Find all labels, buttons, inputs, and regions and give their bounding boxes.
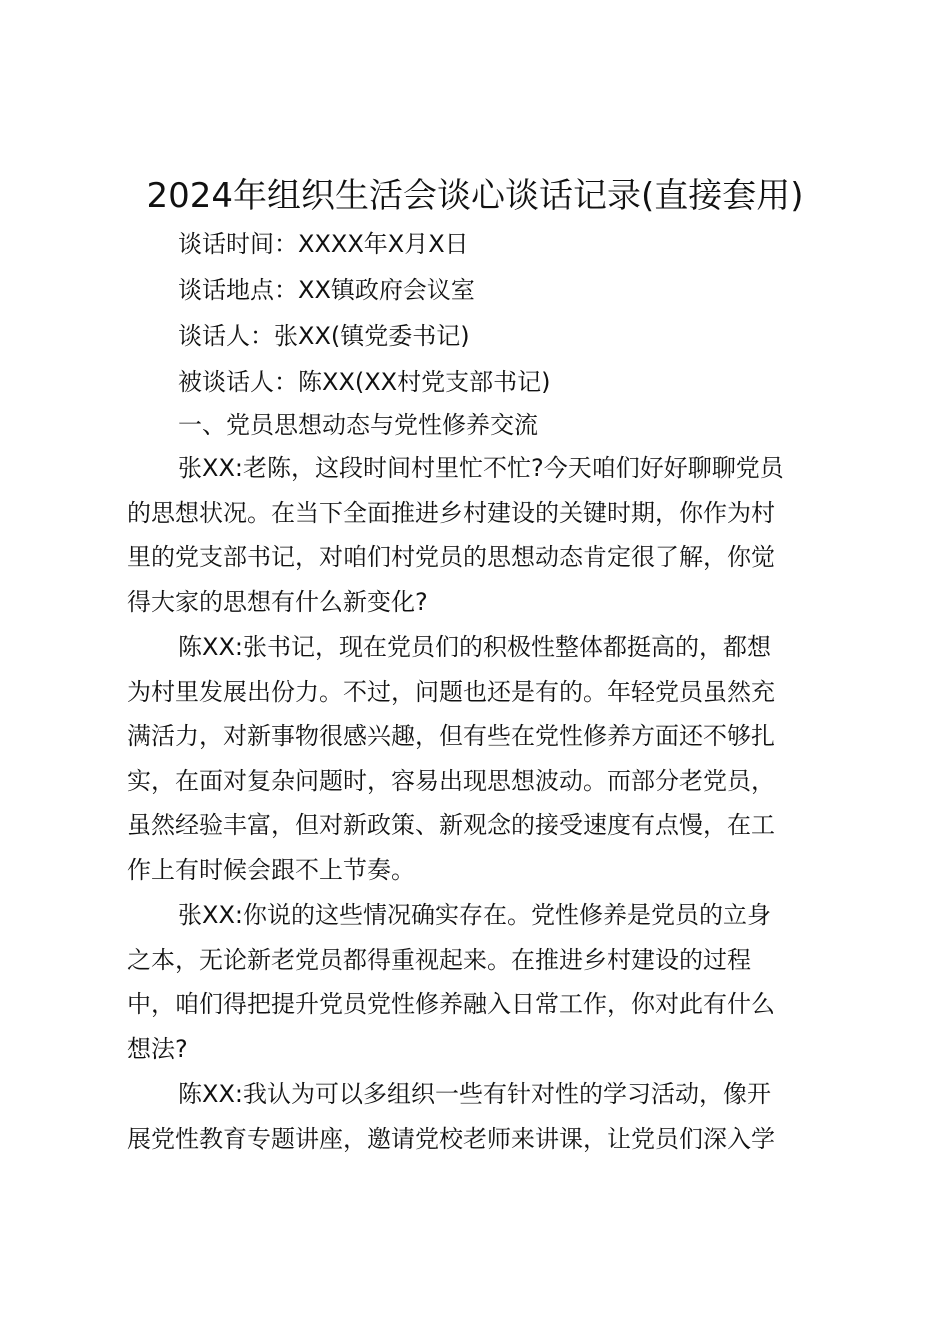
meeting-time: 谈话时间：XXXX年X月X日: [178, 230, 469, 258]
paragraph-line: 想法?: [127, 1034, 188, 1063]
paragraph-line: 的思想状况。在当下全面推进乡村建设的关键时期，你作为村: [127, 498, 775, 527]
paragraph-line: 中，咱们得把提升党员党性修养融入日常工作，你对此有什么: [127, 990, 775, 1019]
paragraph-line: 陈XX:我认为可以多组织一些有针对性的学习活动，像开: [178, 1080, 771, 1108]
paragraph-line: 作上有时候会跟不上节奏。: [127, 855, 415, 884]
paragraph-line: 为村里发展出份力。不过，问题也还是有的。年轻党员虽然充: [127, 677, 775, 706]
dialogue-paragraph: [127, 625, 827, 893]
paragraph-line: 展党性教育专题讲座，邀请党校老师来讲课，让党员们深入学: [127, 1124, 775, 1153]
speaker: 谈话人：张XX(镇党委书记): [178, 322, 470, 350]
paragraph-line: 陈XX:张书记，现在党员们的积极性整体都挺高的，都想: [178, 633, 771, 661]
paragraph-line: 里的党支部书记，对咱们村党员的思想动态肯定很了解，你觉: [127, 543, 775, 572]
dialogue-paragraph: [127, 446, 827, 624]
paragraph-line: 张XX:你说的这些情况确实存在。党性修养是党员的立身: [178, 901, 771, 929]
meeting-place: 谈话地点：XX镇政府会议室: [178, 276, 475, 304]
paragraph-line: 满活力，对新事物很感兴趣，但有些在党性修养方面还不够扎: [127, 722, 775, 751]
listener: 被谈话人：陈XX(XX村党支部书记): [178, 368, 551, 396]
document-title: 2024年组织生活会谈心谈话记录(直接套用): [146, 176, 804, 216]
section-heading: 一、党员思想动态与党性修养交流: [178, 411, 538, 439]
paragraph-line: 虽然经验丰富，但对新政策、新观念的接受速度有点慢，在工: [127, 811, 775, 840]
paragraph-line: 得大家的思想有什么新变化?: [127, 587, 428, 616]
paragraph-line: 张XX:老陈，这段时间村里忙不忙?今天咱们好好聊聊党员: [178, 454, 784, 482]
paragraph-line: 实，在面对复杂问题时，容易出现思想波动。而部分老党员，: [127, 766, 775, 795]
dialogue-paragraph: [127, 1072, 827, 1161]
paragraph-line: 之本，无论新老党员都得重视起来。在推进乡村建设的过程: [127, 945, 751, 974]
dialogue-paragraph: [127, 893, 827, 1071]
